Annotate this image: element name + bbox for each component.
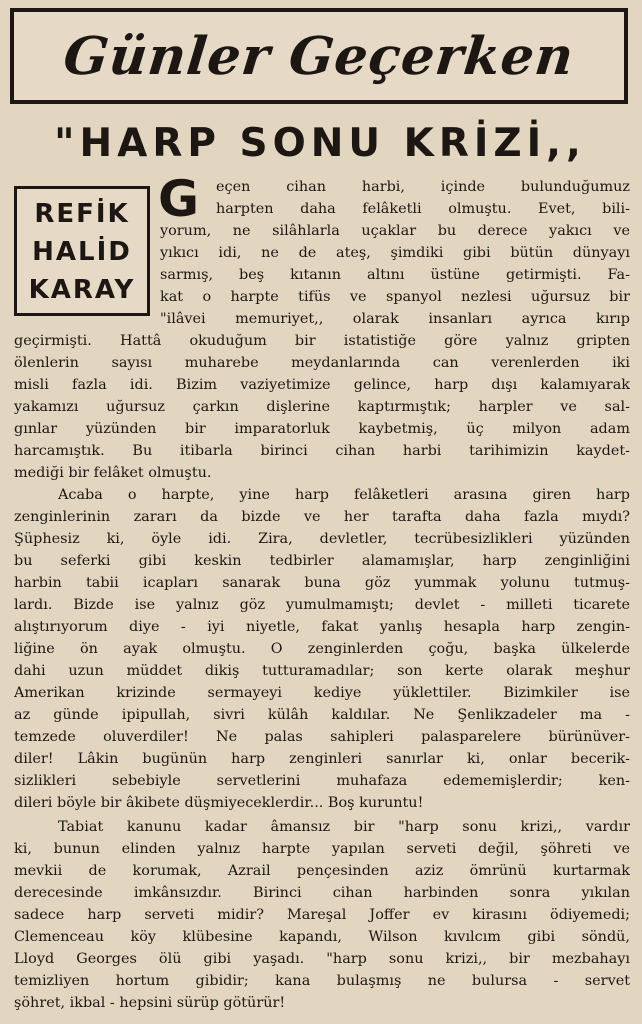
body-line: lardı. Bizde ise yalnız göz yumulmamıştı; devlet - milleti ticarete <box>14 597 630 613</box>
column-masthead <box>10 8 628 104</box>
author-middle-name: HALİD <box>32 237 132 267</box>
body-line: sizlikleri sebebiyle servetlerini muhafaza edememişlerdir; ken- <box>14 773 630 789</box>
body-line: Acaba o harpte, yine harp felâketleri arasına giren harp <box>58 487 630 503</box>
body-line: diler! Lâkin bugünün harp zenginleri sanırlar ki, onlar becerik- <box>14 751 630 767</box>
body-line: geçirmişti. Hattâ okuduğum bir istatistiğe göre yalnız gripten <box>14 333 630 349</box>
body-line: harcamıştık. Bu itibarla birinci cihan harbi tarihimizin kaydet- <box>14 443 630 459</box>
body-line: az günde ipipullah, sivri külâh kaldılar. Ne Şenlikzadeler ma - <box>14 707 630 723</box>
body-line: Tabiat kanunu kadar âmansız bir "harp sonu krizi,, vardır <box>58 819 630 835</box>
body-line: liğine ön ayak olmuştu. O zenginlerden çoğu, başka ülkelerde <box>14 641 630 657</box>
body-line: dahi uzun müddet dikiş tutturamadılar; son kerte olarak meşhur <box>14 663 630 679</box>
drop-cap: G <box>158 170 200 228</box>
body-line: ki, bunun elinden yalnız harpte yapılan serveti değil, şöhreti ve <box>14 841 630 857</box>
body-line: Şüphesiz ki, öyle idi. Zira, devletler, tecrübesizlikleri yüzünden <box>14 531 630 547</box>
body-line: şöhret, ikbal - hepsini sürüp götürür! <box>14 995 286 1011</box>
body-line: kat o harpte tifüs ve spanyol nezlesi uğursuz bir <box>160 289 630 305</box>
body-line: yorum, ne silâhlarla uçaklar bu derece yakıcı ve <box>160 223 630 239</box>
body-line: eçen cihan harbi, içinde bulunduğumuz <box>216 179 630 195</box>
body-line: temizliyen hortum gibidir; kana bulaşmış ne bulursa - servet <box>14 973 630 989</box>
author-first-name: REFİK <box>34 199 130 229</box>
body-line: mediği bir felâket olmuştu. <box>14 465 212 481</box>
body-line: zenginlerinin zararı da bizde ve her tarafta daha fazla mıydı? <box>14 509 630 525</box>
body-line: gınlar yüzünden bir imparatorluk kaybetmiş, üç milyon adam <box>14 421 630 437</box>
body-line: harbin tabii icapları sanarak buna göz yummak yolunu tutmuş- <box>14 575 630 591</box>
body-line: yakamızı uğursuz çarkın dişlerine kaptırmıştık; harpler ve sal- <box>14 399 630 415</box>
body-line: dileri böyle bir âkibete düşmiyeceklerdir... Boş kuruntu! <box>14 795 424 811</box>
body-line: bu seferki gibi keskin tedbirler alamamışlar, harp zenginliğini <box>14 553 630 569</box>
body-line: yıkıcı idi, ne de ateş, şimdiki gibi bütün dünyayı <box>160 245 630 261</box>
body-line: harpten daha felâketli olmuştu. Evet, bili- <box>216 201 630 217</box>
author-last-name: KARAY <box>28 275 136 305</box>
body-line: sadece harp serveti midir? Mareşal Joffer ev kirasını ödiyemedi; <box>14 907 630 923</box>
body-line: mevkii de korumak, Azrail pençesinden aziz ömrünü kurtarmak <box>14 863 630 879</box>
body-line: alıştırıyorum diye - iyi niyetle, fakat yanlış hesapla harp zengin- <box>14 619 630 635</box>
body-line: temzede oluverdiler! Ne palas sahipleri palasparelere bürünüver- <box>14 729 630 745</box>
article-headline: "HARP SONU KRİZİ,, <box>54 121 586 166</box>
body-line: Amerikan krizinde sermayeyi kediye yüklettiler. Bizimkiler ise <box>14 685 630 701</box>
body-line: sarmış, beş kıtanın altını üstüne getirmişti. Fa- <box>160 267 630 283</box>
body-line: Clemenceau köy klübesine kapandı, Wilson kıvılcım gibi söndü, <box>14 929 630 945</box>
body-line: "ilâvei memuriyet,, olarak insanları ayrıca kırıp <box>160 311 630 327</box>
body-line: ölenlerin sayısı muharebe meydanlarında can verenlerden iki <box>14 355 630 371</box>
author-box <box>14 186 150 316</box>
body-line: misli fazla idi. Bizim vaziyetimize gelince, harp dışı kalamıyarak <box>14 377 630 393</box>
body-line: Lloyd Georges ölü gibi yaşadı. "harp sonu krizi,, bir mezbahayı <box>14 951 630 967</box>
body-line: derecesinde imkânsızdır. Birinci cihan harbinden sonra yıkılan <box>14 885 630 901</box>
column-title: Günler Geçerken <box>60 25 578 87</box>
